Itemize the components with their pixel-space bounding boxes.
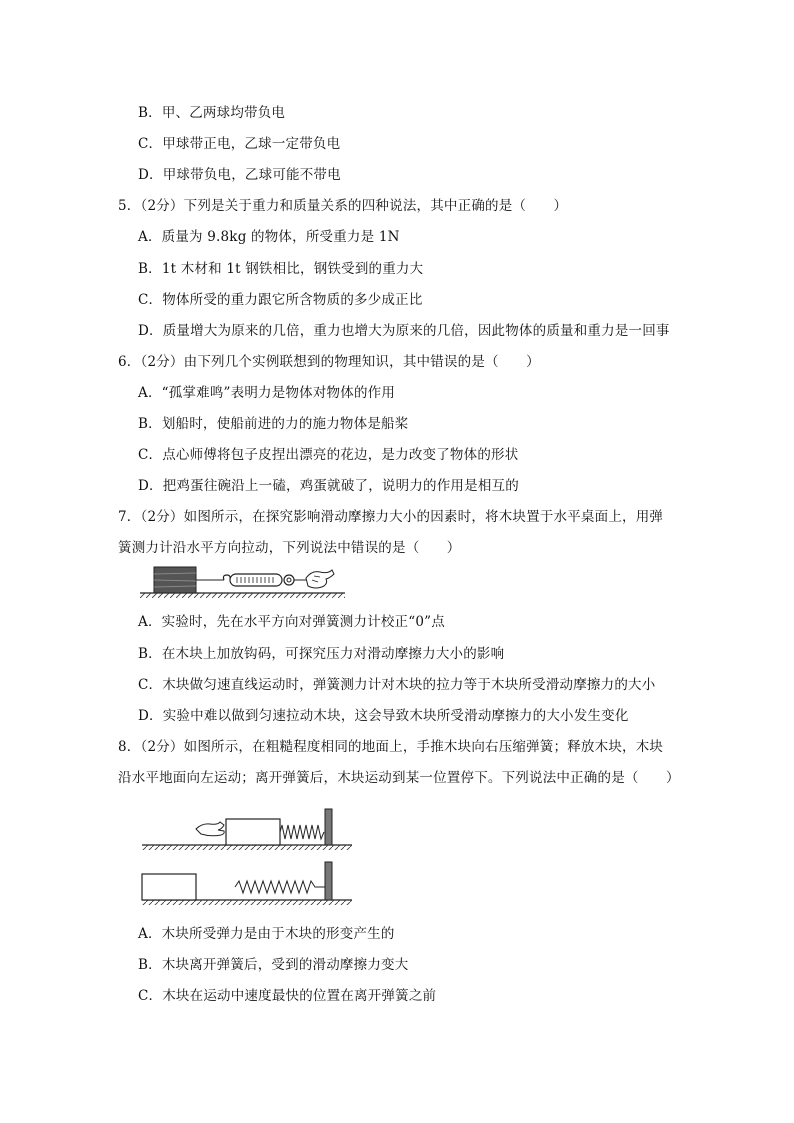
q7-hook (223, 575, 230, 580)
q6-option-a: A．“孤掌难鸣”表明力是物体对物体的作用 (138, 385, 396, 401)
q8-option-c: C．木块在运动中速度最快的位置在离开弹簧之前 (138, 988, 437, 1004)
q5-option-b: B．1t 木材和 1t 钢铁相比，钢铁受到的重力大 (138, 261, 424, 277)
q8-spring-relaxed (235, 881, 325, 893)
q8-block-top (226, 819, 280, 845)
q7-ground-hatch (140, 593, 345, 598)
q7-stem-line1: 7．（2分）如图所示，在探究影响滑动摩擦力大小的因素时，将木块置于水平桌面上，用弹 (118, 509, 664, 525)
q8-figure-compressed (140, 805, 355, 855)
q7-option-a: A．实验时，先在水平方向对弹簧测力计校正“0”点 (138, 614, 445, 630)
q8-hand-icon (196, 822, 224, 836)
q5-option-a: A．质量为 9.8kg 的物体，所受重力是 1N (138, 229, 400, 245)
q8-option-a: A．木块所受弹力是由于木块的形变产生的 (138, 926, 395, 942)
q7-spring-scale (230, 574, 282, 586)
q8-stem-line1: 8．（2分）如图所示，在粗糙程度相同的地面上，手推木块向右压缩弹簧；释放木块，木块 (118, 739, 664, 755)
q5-option-c: C．物体所受的重力跟它所含物质的多少成正比 (138, 292, 423, 308)
q7-option-c: C．木块做匀速直线运动时，弹簧测力计对木块的拉力等于木块所受滑动摩擦力的大小 (138, 677, 656, 693)
q5-stem: 5．（2分）下列是关于重力和质量关系的四种说法，其中正确的是（ ） (118, 198, 568, 214)
q6-option-b: B．划船时，使船前进的力的施力物体是船桨 (138, 416, 409, 432)
q8-option-b: B．木块离开弹簧后，受到的滑动摩擦力变大 (138, 957, 409, 973)
q6-option-c: C．点心师傅将包子皮捏出漂亮的花边，是力改变了物体的形状 (138, 447, 519, 463)
q8-wall-bottom (325, 862, 332, 900)
q4-option-b: B．甲、乙两球均带负电 (138, 105, 286, 121)
q8-block-bottom (142, 874, 196, 900)
q7-option-b: B．在木块上加放钩码，可探究压力对滑动摩擦力大小的影响 (138, 646, 505, 662)
q7-hand-icon (306, 570, 334, 588)
q7-spring-scale-figure (140, 562, 350, 604)
q8-wall-top (325, 809, 332, 845)
q8-figure-released (140, 860, 355, 910)
q7-stem-line2: 簧测力计沿水平方向拉动，下列说法中错误的是（ ） (118, 540, 461, 556)
q6-stem: 6．（2分）由下列几个实例联想到的物理知识，其中错误的是（ ） (118, 354, 540, 370)
q4-option-d: D．甲球带负电，乙球可能不带电 (138, 167, 341, 183)
q4-option-c: C．甲球带正电，乙球一定带负电 (138, 136, 341, 152)
q8-stem-line2: 沿水平地面向左运动；离开弹簧后，木块运动到某一位置停下。下列说法中正确的是（ ） (118, 770, 680, 786)
q6-option-d: D．把鸡蛋往碗沿上一磕，鸡蛋就破了，说明力的作用是相互的 (138, 478, 519, 494)
q8-spring-compressed (280, 825, 324, 839)
q7-option-d: D．实验中难以做到匀速拉动木块，这会导致木块所受滑动摩擦力的大小发生变化 (138, 708, 629, 724)
q5-option-d: D．质量增大为原来的几倍，重力也增大为原来的几倍，因此物体的质量和重力是一回事 (138, 323, 670, 339)
